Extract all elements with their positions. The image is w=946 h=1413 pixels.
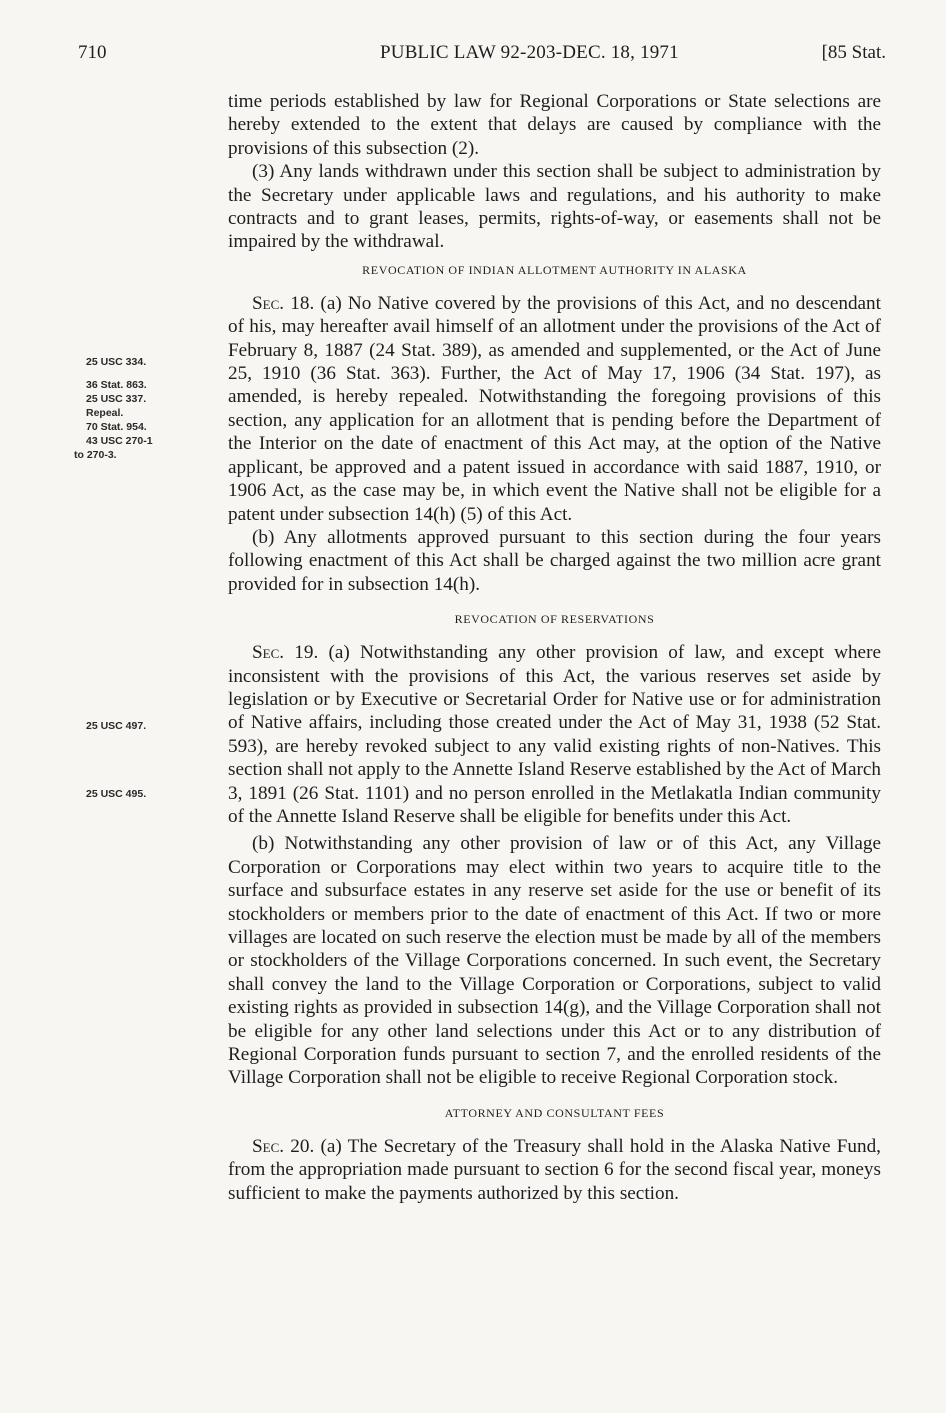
- section-label: Sec. 18.: [252, 292, 315, 314]
- margin-note: 36 Stat. 863.: [86, 379, 147, 391]
- margin-note: Repeal.: [86, 407, 124, 419]
- section-19-b: (b) Notwithstanding any other provision of law or of this Act, any Village Corporation or Corporations may elect within two years to acquire title to the surface and subsurface estates in any reserve set aside for the use or benefit of its stockholders or members prior to the date of enactment of this Act. If two or more villages are located on such reserve the election must be made by all of the members or stockholders of the Village Corporations concerned. In such event, the Secretary shall convey the land to the Village Corporation or Corporations, subject to valid existing rights as provided in subsection 14(g), and the Village Corporation shall not be eligible for any other land selections under this Act or to any distribution of Regional Corporation funds pursuant to section 7, and the enrolled residents of the Village Corporation shall not be eligible to receive Regional Corporation stock.: [228, 833, 881, 1089]
- page-number: 710: [78, 42, 107, 63]
- paragraph: time periods established by law for Regional Corporations or State selections are hereby extended to the extent that delays are caused by compliance with the provisions of this subsection (2).: [228, 91, 881, 159]
- margin-note: 25 USC 334.: [86, 356, 147, 368]
- running-title: PUBLIC LAW 92-203-DEC. 18, 1971: [380, 42, 679, 63]
- section-label: Sec. 19.: [252, 642, 319, 664]
- page-header: [78, 42, 886, 72]
- section-text: (a) No Native covered by the provisions of this Act, and no descendant of his, may hereafter avail himself of an allotment under the provisions of the Act of February 8, 1887 (24 Stat. 389), as amended and supplemented, or the Act of June 25, 1910 (36 Stat. 363). Further, the Act of May 17, 1906 (34 Stat. 197), as amended, is hereby repealed. Notwithstanding the foregoing provisions of this section, any application for an allotment that is pending before the Department of the Interior on the date of enactment of this Act may, at the option of the Native applicant, be approved and a patent issued in accordance with said 1887, 1910, or 1906 Act, as the case may be, in which event the Native shall not be eligible for a patent under subsection 14(h) (5) of this Act.: [228, 292, 881, 525]
- margin-note-usc495: 25 USC 495.: [86, 788, 147, 800]
- body-text: [228, 90, 881, 1205]
- margin-notes-sec18: [72, 355, 212, 462]
- section-text: (a) Notwithstanding any other provision of law, and except where inconsistent with the provisions of this Act, the various reserves set aside by legislation or by Executive or Secretarial Order for Native use or for administration of Native affairs, including those created under the Act of May 31, 1938 (52 Stat. 593), are hereby revoked subject to any valid existing rights of non-Natives. This section shall not apply to the Annette Island Reserve established by the Act of March 3, 1891 (26 Stat. 1101) and no person enrolled in the Metlakatla Indian community of the Annette Island Reserve shall be eligible for benefits under this Act.: [228, 642, 881, 827]
- margin-note: 25 USC 337.: [86, 393, 147, 405]
- section-heading: REVOCATION OF INDIAN ALLOTMENT AUTHORITY IN ALASKA: [362, 262, 747, 277]
- statute-reference: [85 Stat.: [821, 42, 886, 63]
- margin-note: to 270-3.: [74, 449, 117, 461]
- section-label: Sec. 20.: [252, 1135, 315, 1157]
- paragraph: (3) Any lands withdrawn under this section shall be subject to administration by the Secretary under applicable laws and regulations, and his authority to make contracts and to grant leases, permits, rights-of-way, or easements shall not be impaired by the withdrawal.: [228, 161, 881, 253]
- margin-note: 70 Stat. 954.: [86, 421, 147, 433]
- section-text: (a) The Secretary of the Treasury shall hold in the Alaska Native Fund, from the appropriation made pursuant to section 6 for the second fiscal year, moneys sufficient to make the payments authorized by this section.: [228, 1135, 881, 1204]
- section-20-a: [228, 1135, 881, 1205]
- section-18-a: [228, 292, 881, 526]
- section-19-a: [228, 641, 881, 828]
- section-heading: REVOCATION OF RESERVATIONS: [454, 612, 655, 627]
- section-18-b: (b) Any allotments approved pursuant to this section during the four years following enactment of this Act shall be charged against the two million acre grant provided for in subsection 14(h).: [228, 526, 881, 595]
- section-heading: ATTORNEY AND CONSULTANT FEES: [444, 1105, 665, 1120]
- margin-note: 43 USC 270-1: [86, 435, 153, 447]
- margin-note-usc497: 25 USC 497.: [86, 720, 147, 732]
